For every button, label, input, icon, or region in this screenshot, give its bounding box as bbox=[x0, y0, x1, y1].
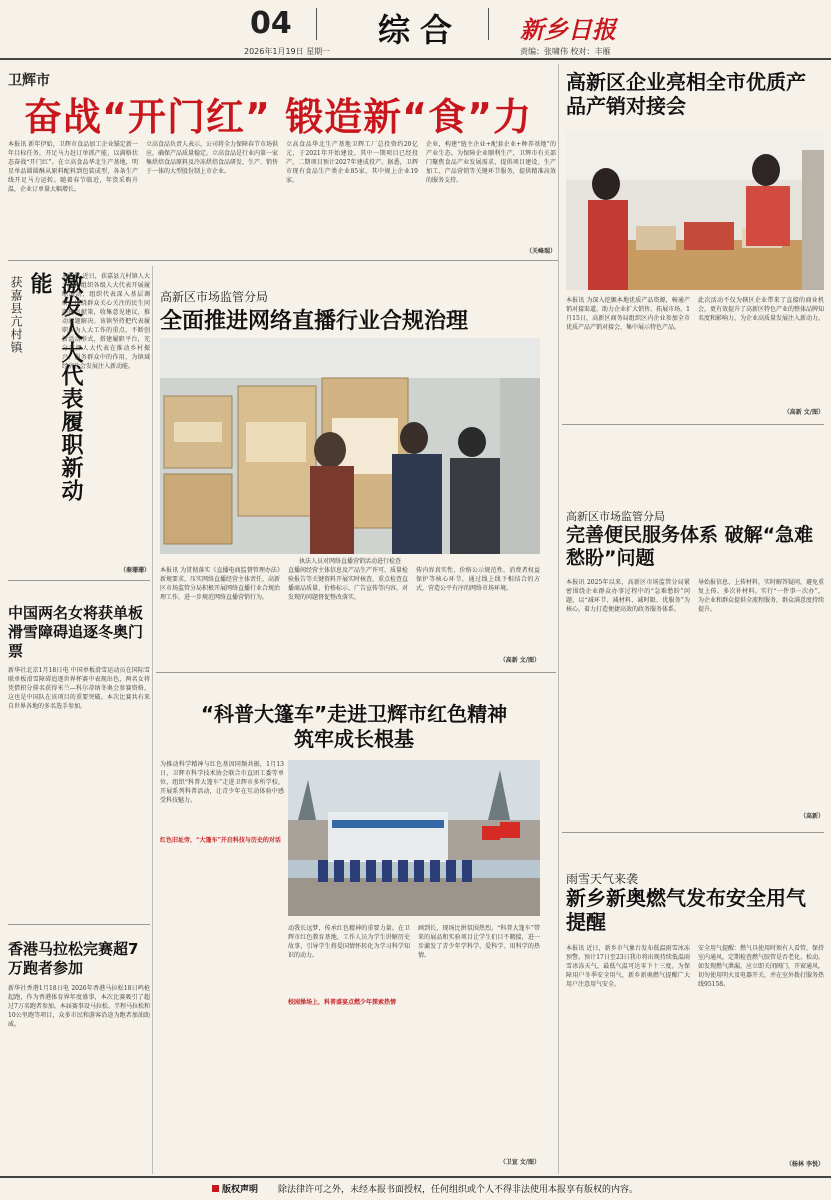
service-column-1: 本报讯 2025年以来，高新区市场监管分局紧密围绕企业群众办事过程中的“急难愁盼”问题，以“减环节、减材料、减时限、优服务”为核心，着力打造便捷高效的政务服务体系。 bbox=[566, 579, 690, 613]
issue-date: 2026年1月19日 星期一 bbox=[244, 47, 331, 56]
lead-bottom-rule bbox=[8, 260, 558, 261]
livestream-photo-scene bbox=[160, 338, 540, 554]
gas-column-2: 安全用气提醒：燃气具使用时须有人看管，保持室内通风，定期检查燃气胶管是否老化、松动。如发现燃气泄漏，应立即关闭阀门，开窗通风，切勿使用明火及电器开关，并在室外拨打服务热线95158。 bbox=[698, 945, 824, 988]
lead-column-2: 立高食品负责人表示，公司将全力保障春节市场供应，确保产品质量稳定。立高食品是行业内第一家集烘焙食品原料及冷冻烘焙食品研发、生产、销售于一体的大型股份制上市企业。 bbox=[146, 141, 278, 175]
expo-headline: 高新区企业亮相全市优质产品产销对接会 bbox=[566, 70, 806, 118]
science-subhead-1: 红色旧址旁，“大篷车”开启科技与历史的对话 bbox=[160, 837, 281, 844]
lead-column-3: 立高食品华北生产基地卫辉工厂总投资约20亿元，于2021年开始建设。其中一期项目已经投产，二期项目预计2027年建成投产。据悉，卫辉市现有食品生产类企业85家，其中规上企业19家。 bbox=[286, 141, 418, 184]
editor-credits: 责编：张啸伟 校对：丰雁 bbox=[520, 47, 611, 56]
livestream-headline: 全面推进网络直播行业合规治理 bbox=[160, 309, 469, 334]
footer-label-text: 版权声明 bbox=[222, 1185, 259, 1195]
expo-column-2: 此次活动不仅为辖区企业带来了直接的商业机会，更有效提升了高新区特色产业的整体品牌知名度和影响力，为企业高质量发展注入新动力。 bbox=[698, 297, 824, 322]
header-divider-1 bbox=[316, 8, 317, 40]
section-title: 综合 bbox=[378, 11, 463, 49]
sidebar-byline: （秦珊珊） bbox=[119, 567, 150, 574]
sidebar-subtitle: 获嘉县亢村镇 bbox=[9, 276, 23, 354]
header-rule bbox=[0, 58, 831, 60]
service-kicker: 高新区市场监管分局 bbox=[566, 510, 665, 523]
science-byline: （卫宣 文/图） bbox=[499, 1159, 540, 1166]
livestream-column-1: 本报讯 为贯彻落实《直播电商监督管理办法》新规要求，压实网络直播经营主体责任，高新区市场监管分局积极开展网络直播行业合规治理工作，进一步规范网络直播营销行为。 bbox=[160, 567, 280, 601]
skaters-headline: 中国两名女将获单板滑雪障碍追逐冬奥门票 bbox=[8, 604, 144, 660]
gas-byline: （杨林 李悦） bbox=[785, 1161, 824, 1168]
lead-headline: 奋战“开门红” 锻造新“食”力 bbox=[24, 95, 533, 139]
sidebar-body: 本报讯 近日，获嘉县亢村镇人大主席团组织各级人大代表开展履职活动，组织代表深入基层调研，围绕群众关心关注的民生问题建言献策，收集意见建议，推动问题解决。该镇坚持把代表履职作为人大工作的重点，不断创新活动形式，搭建履职平台，充分发挥人大代表在推动乡村振兴、服务群众中的作用，为镇域经济社会发展注入新动能。 bbox=[62, 273, 150, 370]
science-headline: “科普大篷车”走进卫辉市红色精神筑牢成长根基 bbox=[200, 702, 508, 751]
science-column-1: 为推动科学精神与红色基因同频共振，1月13日，卫辉市科学技术协会联合市直团工委等单位，组织“科普大篷车”走进卫辉市多所学校，开展系列科普活动，让青少年在互动体验中感受科技魅力。 bbox=[160, 761, 284, 804]
science-photo bbox=[288, 760, 540, 916]
science-column-3: 画到长，现场比拼氛围热烈。“科普大篷车”带来的展品和实验项目让学生们目不暇接，进一步激发了青少年学科学、爱科学、用科学的热情。 bbox=[418, 925, 540, 959]
gas-column-1: 本报讯 近日，新乡市气象台发布低温雨雪冰冻预警。预计17日至23日我市将出现持续低温雨雪冰冻天气，最低气温可达零下十三度。为保障用户冬季安全用气，新乡新奥燃气提醒广大用户注意用气安全。 bbox=[566, 945, 690, 988]
expo-byline: （高新 文/图） bbox=[783, 409, 824, 416]
science-column-2: 动我长远梦，传承红色精神的重要力量。在卫辉市红色教育基地，工作人员为学生讲解历史故事，引导学生将爱国情怀转化为学习科学知识的动力。 bbox=[288, 925, 410, 959]
livestream-column-3: 传内容真实性、价格公示规范性、消费者权益保护等核心环节，通过线上线下相结合的方式，营造公平有序的网络市场环境。 bbox=[416, 567, 540, 592]
gas-headline: 新乡新奥燃气发布安全用气提醒 bbox=[566, 886, 806, 934]
page-header bbox=[0, 0, 831, 66]
skaters-body: 新华社北京1月18日电 中国单板滑雪运动员在国际雪联单板滑雪障碍追逐世界杯赛中表现出色，两名女将凭借积分排名获得米兰—科尔蒂纳冬奥会参赛资格，这也是中国队在该项目的重要突破。本次比赛共有来自世界各地的多名选手参加。 bbox=[8, 667, 150, 710]
service-headline: 完善便民服务体系 破解“急难愁盼”问题 bbox=[566, 524, 814, 569]
livestream-byline: （高新 文/图） bbox=[499, 657, 540, 664]
livestream-photo bbox=[160, 338, 540, 554]
gas-kicker: 雨雪天气来袭 bbox=[566, 872, 639, 886]
sidebar-divider bbox=[152, 266, 153, 686]
livestream-photo-caption: 执法人员对网络直播营销活动进行检查 bbox=[298, 558, 401, 565]
livestream-bottom-rule bbox=[156, 672, 556, 673]
page-number: 04 bbox=[250, 6, 292, 41]
lead-byline: （关峰瑞） bbox=[525, 248, 556, 255]
skaters-bottom-rule bbox=[8, 924, 150, 925]
paper-logo: 新乡日报 bbox=[520, 15, 616, 44]
footer-bullet-icon bbox=[212, 1185, 219, 1192]
service-column-2: 导始报信息、上传材料，实时解答疑问，避免重复上传、多次补材料。实行“一件事一次办”，为企业和群众提供全流程服务，群众满意度持续提升。 bbox=[698, 579, 824, 613]
livestream-kicker: 高新区市场监管分局 bbox=[160, 290, 269, 304]
livestream-column-2: 直播间经营主体信息及产品生产许可、质量检验报告等关键资料开展实时核查，重点检查直播商品质量、价格标示、广告宣传等内容，对发现的问题督促整改落实。 bbox=[288, 567, 408, 601]
science-subhead-2: 校园操场上，科普盛宴点燃少年探索热情 bbox=[288, 999, 397, 1006]
center-right-divider bbox=[558, 64, 559, 1174]
expo-photo bbox=[566, 130, 824, 290]
expo-bottom-rule bbox=[562, 424, 824, 425]
lead-region: 卫辉市 bbox=[8, 73, 50, 89]
footer-rule bbox=[0, 1176, 831, 1178]
expo-column-1: 本报讯 为深入挖掘本地优质产品资源，畅通产销对接渠道，助力企业扩大销售、拓展市场，1月15日，高新区商务局组织区内企业参加全市优质产品产销对接会，集中展示特色产品。 bbox=[566, 297, 690, 331]
left-center-divider bbox=[152, 686, 153, 1174]
expo-photo-scene bbox=[566, 130, 824, 290]
lead-column-4: 企业，构建“链主企业+配套企业+种养基地”的产业生态。为保障企业顺利生产，卫辉市有关部门聚焦食品产业发展需求，提供项目建设、生产加工、产品营销等关键环节服务，提供精准高效的服务支持。 bbox=[426, 141, 556, 184]
header-divider-2 bbox=[488, 8, 489, 40]
hongkong-body: 新华社香港1月18日电 2026年香港马拉松18日鸣枪起跑，作为香港体育界年度盛事，本次比赛吸引了超过7万名跑者参加。本届赛事设马拉松、半程马拉松和10公里跑等项目，众多市民和游客沿途为跑者加油助威。 bbox=[8, 985, 150, 1028]
lead-column-1: 本报讯 新年伊始，卫辉市食品加工企业锚定新一年目标任务，开足马力赶订单抓产能，以满格状态奋战“开门红”。在立高食品华北生产基地，明星单品圆圆酥从原料配料到包装成型，各条生产线开足马力运转。随着春节临近，年货采购升温，企业订单量大幅增长。 bbox=[8, 141, 138, 193]
science-photo-scene bbox=[288, 760, 540, 916]
footer-notice: 除法律许可之外，未经本报书面授权，任何组织或个人不得非法使用本报享有版权的内容。 bbox=[278, 1185, 639, 1195]
hongkong-headline: 香港马拉松完赛超7万跑者参加 bbox=[8, 940, 139, 977]
service-bottom-rule bbox=[562, 832, 824, 833]
footer-label bbox=[212, 1182, 258, 1195]
sidebar-headline: 激发人大代表履职新动能 bbox=[27, 272, 83, 502]
service-byline: （高新） bbox=[799, 813, 824, 820]
sidebar-bottom-rule bbox=[8, 580, 150, 581]
